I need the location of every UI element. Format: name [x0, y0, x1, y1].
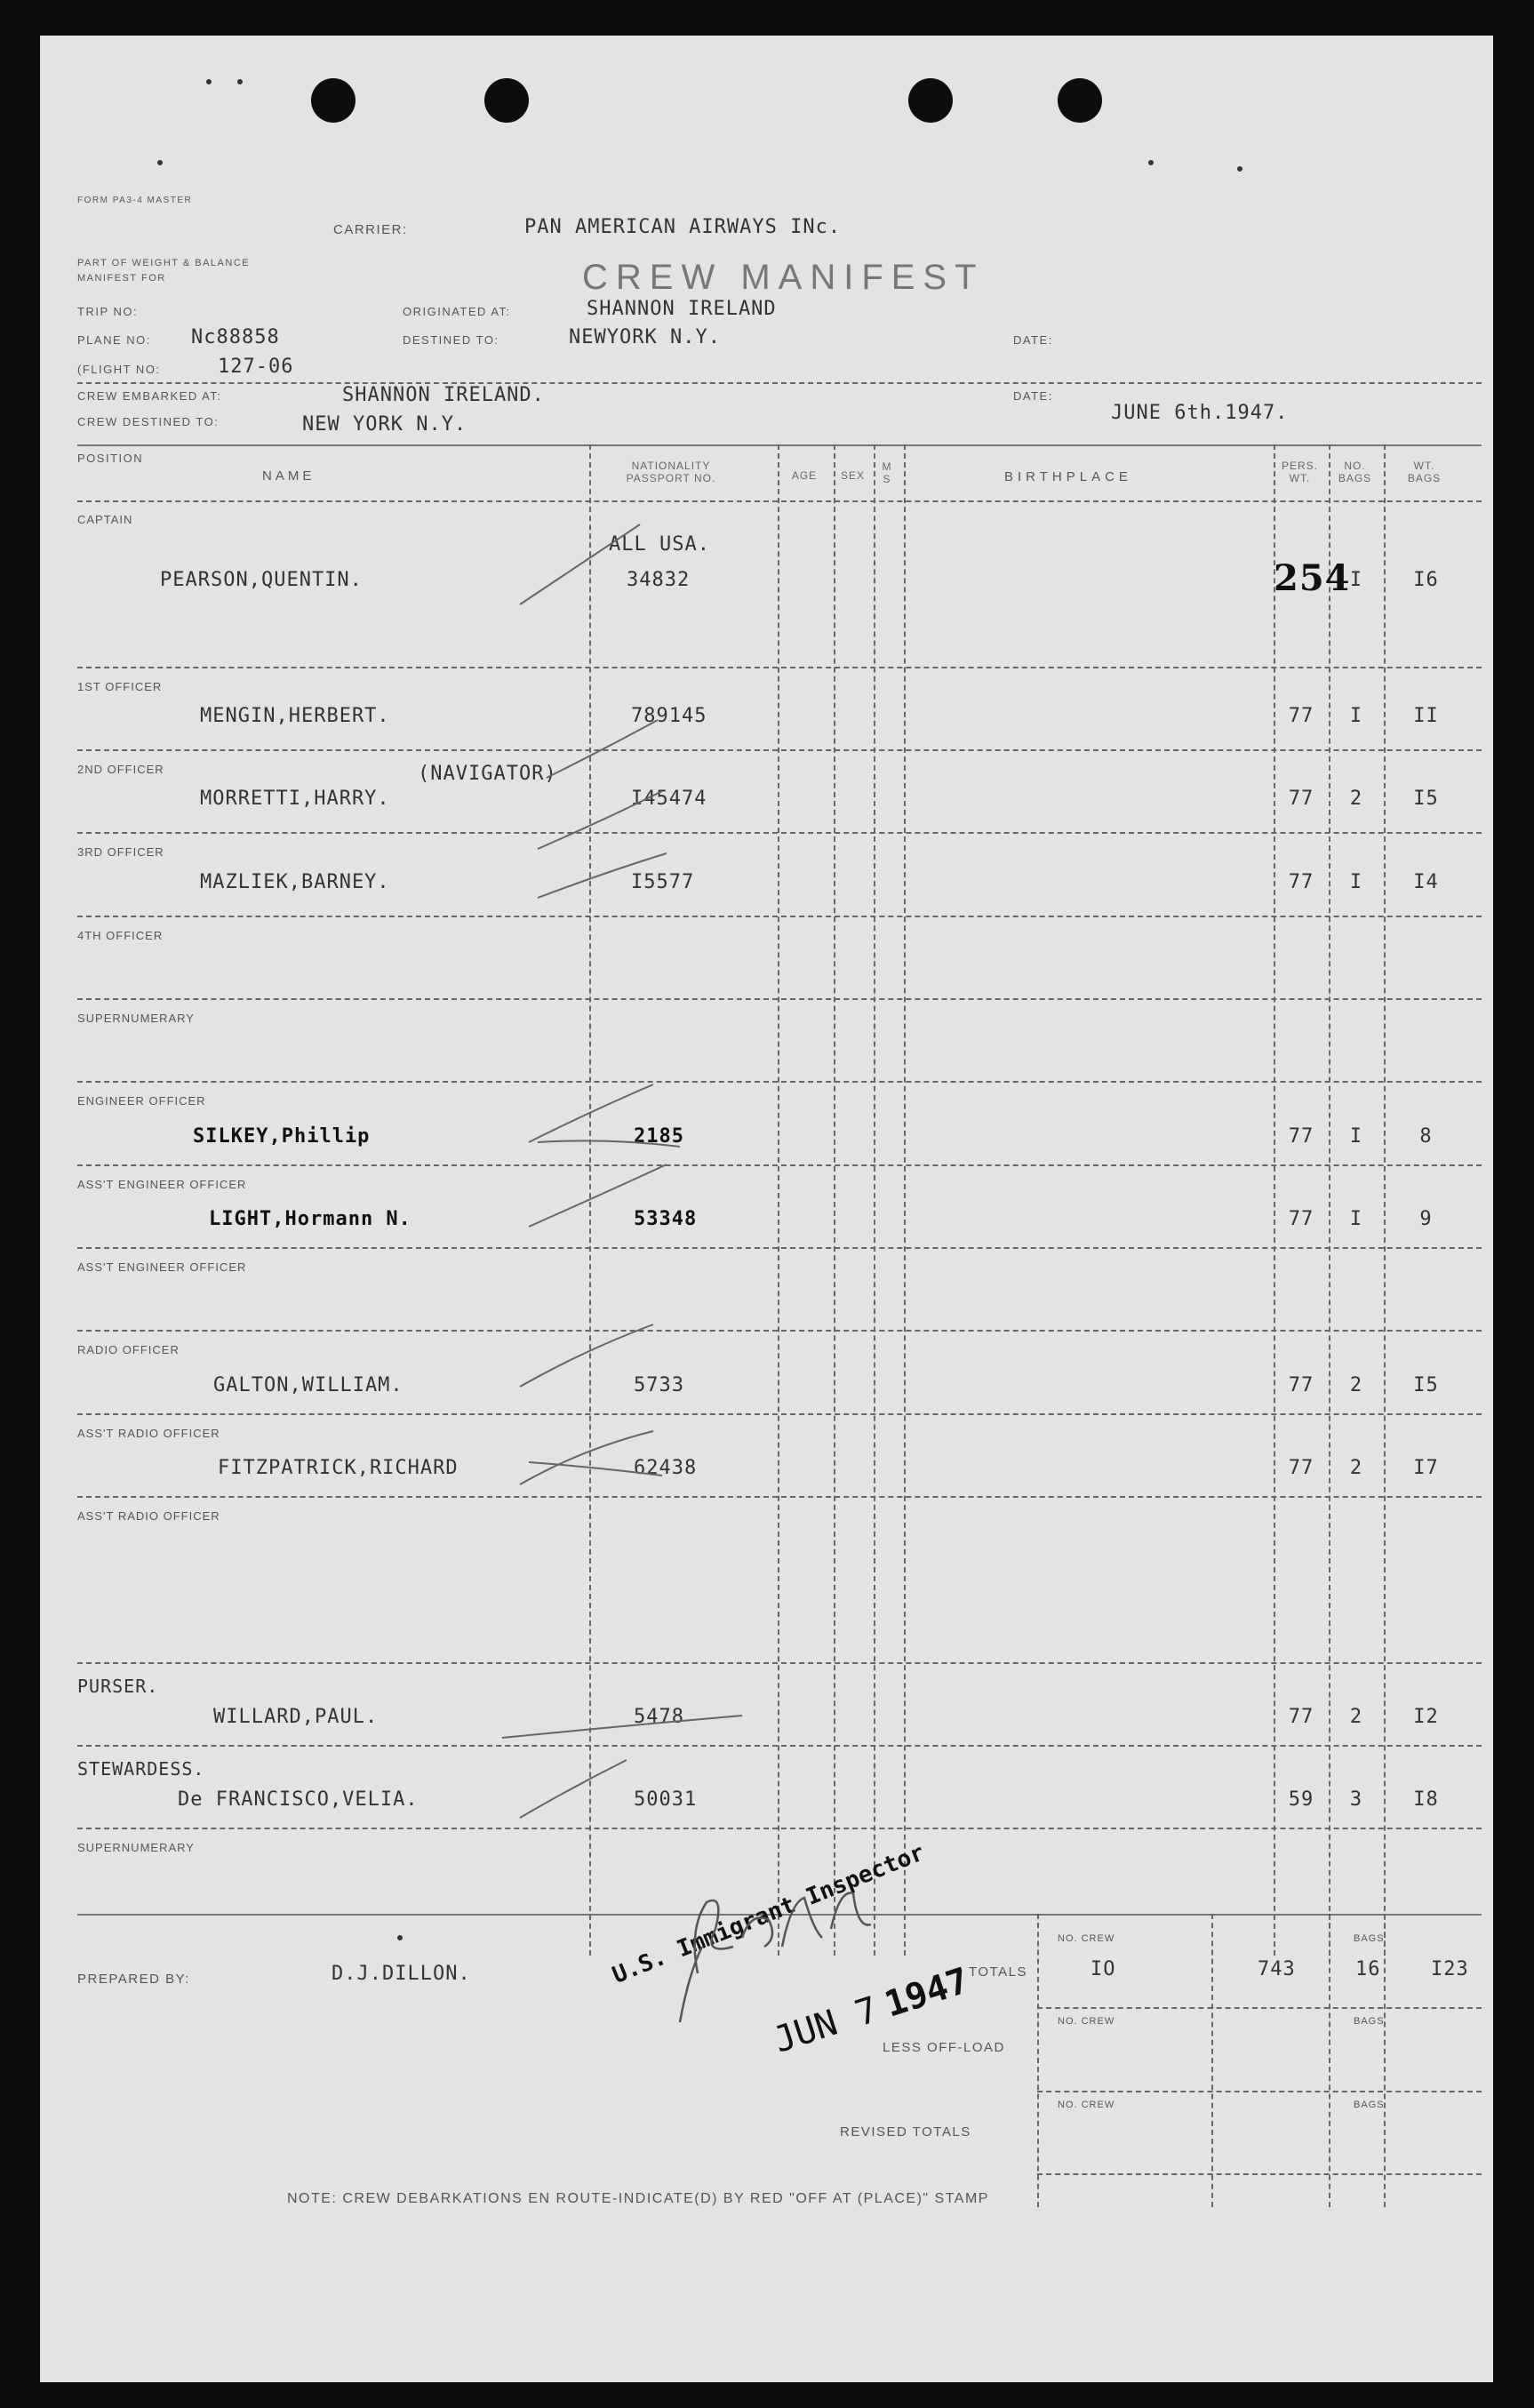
section-supernumerary-2: SUPERNUMERARY	[77, 1841, 195, 1854]
form-code: FORM PA3-4 MASTER	[77, 196, 193, 205]
crew-passport: I45474	[631, 788, 707, 810]
no-crew-label: NO. CREW	[1058, 1933, 1115, 1944]
birthplace-header: BIRTHPLACE	[1004, 469, 1132, 484]
crew-name: LIGHT,Hormann N.	[209, 1208, 411, 1230]
crew-note: (NAVIGATOR)	[418, 763, 557, 785]
date-value: JUNE 6th.1947.	[1111, 402, 1289, 424]
prepared-by-value: D.J.DILLON.	[332, 1963, 471, 1985]
crew-name: MENGIN,HERBERT.	[200, 705, 390, 727]
crew-bags: 2	[1349, 788, 1363, 810]
section-engineer-officer: ENGINEER OFFICER	[77, 1094, 206, 1108]
crew-pers-wt: 77	[1288, 1706, 1314, 1728]
age-header: AGE	[791, 469, 818, 482]
totals-label: TOTALS	[969, 1964, 1027, 1980]
crew-wt-bags: I8	[1413, 1788, 1439, 1811]
crew-destined-label: CREW DESTINED TO:	[77, 415, 220, 428]
originated-value: SHANNON IRELAND	[587, 298, 777, 320]
embarked-label: CREW EMBARKED AT:	[77, 389, 222, 403]
nationality-header-line2: PASSPORT NO.	[626, 472, 716, 484]
section-purser: PURSER.	[77, 1676, 159, 1697]
section-asst-radio: ASS'T RADIO OFFICER	[77, 1427, 220, 1440]
section-asst-radio-2: ASS'T RADIO OFFICER	[77, 1509, 220, 1523]
crew-pers-wt: 77	[1288, 871, 1314, 893]
crew-passport: 2185	[634, 1125, 684, 1148]
pers-wt-line2: WT.	[1289, 472, 1311, 484]
crew-pers-wt: 77	[1288, 1374, 1314, 1396]
immigration-stamp-line1: U.S. Immigrant Inspector	[609, 1839, 929, 1989]
trip-label: TRIP NO:	[77, 305, 139, 318]
crew-name: FITZPATRICK,RICHARD	[218, 1457, 459, 1479]
section-first-officer: 1ST OFFICER	[77, 680, 163, 693]
bags-label: BAGS	[1354, 1933, 1385, 1944]
crew-pers-wt: 77	[1288, 705, 1314, 727]
crew-pers-wt: 77	[1288, 1125, 1314, 1148]
destined-label: DESTINED TO:	[403, 333, 499, 347]
crew-wt-bags: I4	[1413, 871, 1439, 893]
bags-label-2: BAGS	[1354, 2016, 1385, 2027]
sex-header: SEX	[840, 469, 865, 482]
total-weight: 743	[1258, 1958, 1296, 1980]
crew-name: De FRANCISCO,VELIA.	[178, 1788, 419, 1811]
crew-bags: 3	[1349, 1788, 1363, 1811]
part-of-label-1: PART OF WEIGHT & BALANCE	[77, 258, 251, 268]
carrier-label: CARRIER:	[333, 222, 408, 237]
crew-wt-bags: I6	[1413, 569, 1439, 591]
immigration-stamp-date: JUN 7	[769, 1988, 883, 2061]
footer-note: NOTE: CREW DEBARKATIONS EN ROUTE-INDICATE(D) BY RED "OFF AT (PLACE)" STAMP	[287, 2191, 989, 2206]
crew-name: PEARSON,QUENTIN.	[160, 569, 363, 591]
total-crew: IO	[1091, 1958, 1116, 1980]
section-second-officer: 2ND OFFICER	[77, 763, 164, 776]
no-crew-label-2: NO. CREW	[1058, 2016, 1115, 2027]
crew-bags: 2	[1349, 1706, 1363, 1728]
originated-label: ORIGINATED AT:	[403, 305, 511, 318]
wt-bags-line1: WT.	[1413, 460, 1435, 472]
manifest-sheet	[40, 36, 1493, 2382]
destined-value: NEWYORK N.Y.	[569, 326, 721, 348]
ms-header-line2: S	[883, 473, 891, 485]
ms-header-line1: M	[882, 460, 892, 473]
revised-totals-label: REVISED TOTALS	[840, 2124, 971, 2140]
crew-wt-bags: 9	[1419, 1208, 1433, 1230]
no-bags-line1: NO.	[1344, 460, 1366, 472]
crew-bags: 2	[1349, 1457, 1363, 1479]
carrier-value: PAN AMERICAN AIRWAYS INc.	[524, 216, 842, 238]
plane-label: PLANE NO:	[77, 333, 151, 347]
nationality-header-line1: NATIONALITY	[631, 460, 711, 472]
embarked-value: SHANNON IRELAND.	[342, 384, 545, 406]
crew-wt-bags: II	[1413, 705, 1439, 727]
no-crew-label-3: NO. CREW	[1058, 2100, 1115, 2110]
crew-passport: I5577	[631, 871, 695, 893]
crew-bags: 2	[1349, 1374, 1363, 1396]
crew-pers-wt: 77	[1288, 1208, 1314, 1230]
crew-pers-wt: 77	[1288, 788, 1314, 810]
crew-passport: 789145	[631, 705, 707, 727]
crew-passport: 50031	[634, 1788, 698, 1811]
crew-name: GALTON,WILLIAM.	[213, 1374, 403, 1396]
section-stewardess: STEWARDESS.	[77, 1758, 205, 1780]
section-asst-engineer: ASS'T ENGINEER OFFICER	[77, 1178, 247, 1191]
crew-passport: 34832	[627, 569, 691, 591]
page-title: CREW MANIFEST	[582, 258, 985, 297]
crew-bags: I	[1349, 569, 1363, 591]
name-header: NAME	[262, 468, 316, 484]
date-label-2: DATE:	[1013, 389, 1053, 403]
inspector-signature	[680, 1893, 871, 2023]
pencil-marks	[40, 36, 1493, 2382]
section-radio-officer: RADIO OFFICER	[77, 1343, 180, 1356]
crew-wt-bags: I2	[1413, 1706, 1439, 1728]
date-label: DATE:	[1013, 333, 1053, 347]
position-header: POSITION	[77, 452, 144, 465]
crew-bags: I	[1349, 1125, 1363, 1148]
no-bags-line2: BAGS	[1338, 472, 1372, 484]
crew-bags: I	[1349, 1208, 1363, 1230]
section-captain: CAPTAIN	[77, 513, 133, 526]
crew-destined-value: NEW YORK N.Y.	[302, 413, 467, 436]
crew-name: SILKEY,Phillip	[193, 1125, 371, 1148]
flight-value: 127-06	[218, 356, 294, 378]
crew-name: MAZLIEK,BARNEY.	[200, 871, 390, 893]
crew-nationality: ALL USA.	[609, 533, 710, 556]
section-third-officer: 3RD OFFICER	[77, 845, 164, 859]
crew-passport: 62438	[634, 1457, 698, 1479]
plane-value: Nc88858	[191, 326, 280, 348]
crew-passport: 5733	[634, 1374, 684, 1396]
total-wt-bags: I23	[1431, 1958, 1469, 1980]
crew-name: MORRETTI,HARRY.	[200, 788, 390, 810]
crew-bags: I	[1349, 871, 1363, 893]
crew-wt-bags: I5	[1413, 788, 1439, 810]
crew-passport: 5478	[634, 1706, 684, 1728]
crew-name: WILLARD,PAUL.	[213, 1706, 379, 1728]
bags-label-3: BAGS	[1354, 2100, 1385, 2110]
crew-pers-wt: 59	[1288, 1788, 1314, 1811]
crew-wt-bags: I7	[1413, 1457, 1439, 1479]
less-offload-label: LESS OFF-LOAD	[883, 2040, 1005, 2055]
crew-passport: 53348	[634, 1208, 698, 1230]
crew-pers-wt: 254	[1274, 557, 1351, 599]
pers-wt-line1: PERS.	[1281, 460, 1318, 472]
section-fourth-officer: 4TH OFFICER	[77, 929, 164, 942]
crew-wt-bags: I5	[1413, 1374, 1439, 1396]
part-of-label-2: MANIFEST FOR	[77, 273, 166, 284]
immigration-stamp-year: 1947	[880, 1960, 974, 2026]
crew-bags: I	[1349, 705, 1363, 727]
crew-pers-wt: 77	[1288, 1457, 1314, 1479]
section-supernumerary: SUPERNUMERARY	[77, 1012, 195, 1025]
total-bags: 16	[1355, 1958, 1381, 1980]
flight-label: (FLIGHT NO:	[77, 363, 161, 376]
crew-wt-bags: 8	[1419, 1125, 1433, 1148]
wt-bags-line2: BAGS	[1407, 472, 1442, 484]
prepared-by-label: PREPARED BY:	[77, 1972, 190, 1987]
section-asst-engineer-2: ASS'T ENGINEER OFFICER	[77, 1260, 247, 1274]
